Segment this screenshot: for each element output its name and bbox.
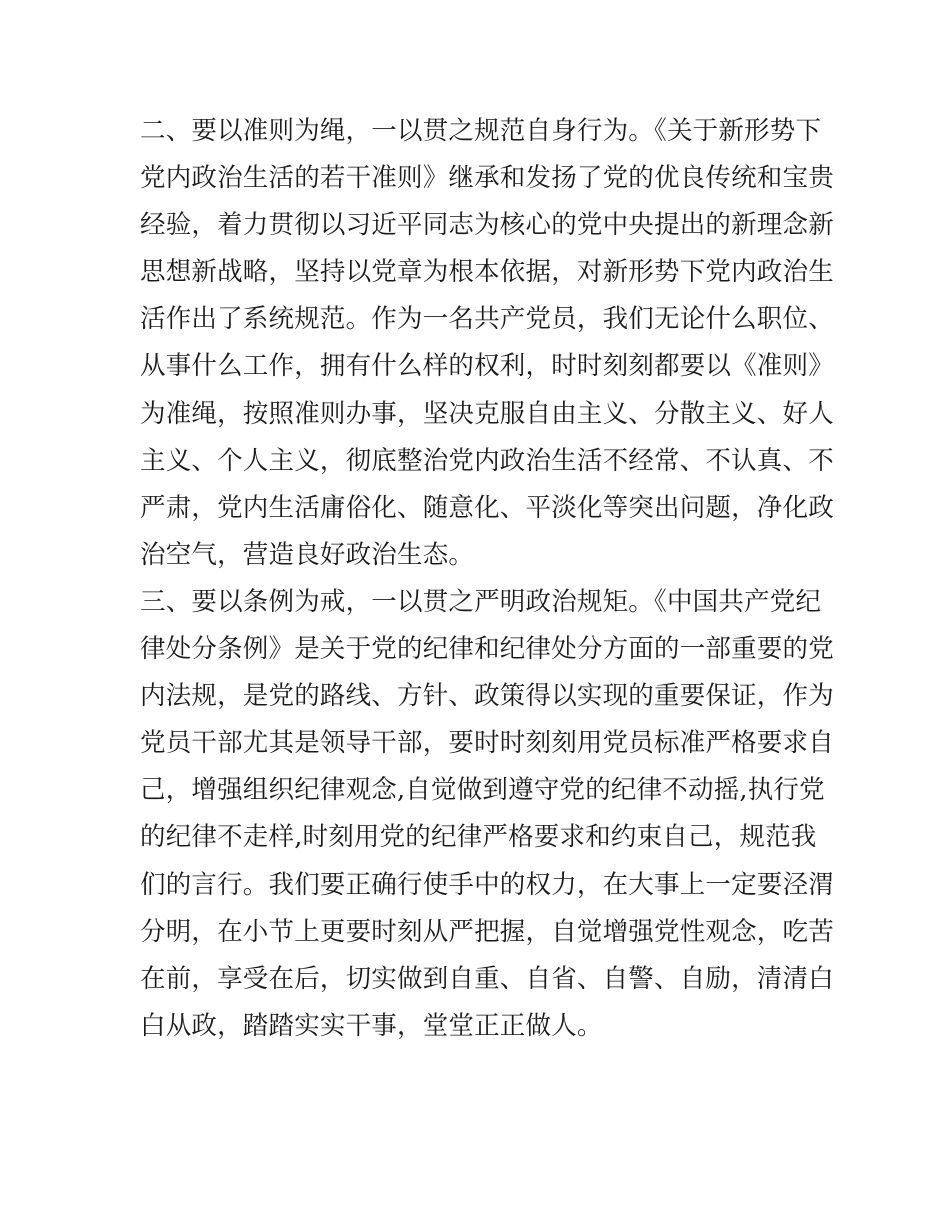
paragraph-section-three — [140, 579, 840, 1050]
text-line: 二、要以准则为绳，一以贯之规范自身行为。《关于新形势下 — [140, 116, 822, 146]
text-line: 己，增强组织纪律观念,自觉做到遵守党的纪律不动摇,执行党 — [140, 775, 825, 806]
text-line: 内法规，是党的路线、方针、政策得以实现的重要保证，作为 — [140, 681, 834, 712]
paragraph-section-two — [140, 108, 840, 579]
text-line: 主义、个人主义，彻底整治党内政治生活不经常、不认真、不 — [140, 445, 834, 476]
text-line: 经验，着力贯彻以习近平同志为核心的党中央提出的新理念新 — [140, 210, 834, 241]
text-line: 白从政，踏踏实实干事，堂堂正正做人。 — [140, 1010, 603, 1041]
text-line: 严肃，党内生活庸俗化、随意化、平淡化等突出问题，净化政 — [140, 492, 834, 523]
text-line: 活作出了系统规范。作为一名共产党员，我们无论什么职位、 — [140, 304, 834, 335]
text-line: 们的言行。我们要正确行使手中的权力，在大事上一定要泾渭 — [140, 869, 834, 900]
text-line: 在前，享受在后，切实做到自重、自省、自警、自励，清清白 — [140, 963, 834, 994]
text-line: 党内政治生活的若干准则》继承和发扬了党的优良传统和宝贵 — [140, 163, 834, 194]
text-line: 三、要以条例为戒，一以贯之严明政治规矩。《中国共产党纪 — [140, 586, 822, 617]
text-line: 从事什么工作，拥有什么样的权利，时时刻刻都要以《准则》 — [140, 351, 834, 382]
text-line: 分明，在小节上更要时刻从严把握，自觉增强党性观念，吃苦 — [140, 916, 834, 947]
text-line: 治空气，营造良好政治生态。 — [140, 539, 475, 570]
text-line: 为准绳，按照准则办事，坚决克服自由主义、分散主义、好人 — [140, 398, 834, 429]
text-line: 党员干部尤其是领导干部，要时时刻刻用党员标准严格要求自 — [140, 728, 834, 759]
text-line: 思想新战略，坚持以党章为根本依据，对新形势下党内政治生 — [140, 257, 834, 288]
text-line: 的纪律不走样,时刻用党的纪律严格要求和约束自己，规范我 — [140, 822, 817, 853]
document-body — [140, 108, 840, 1050]
text-line: 律处分条例》是关于党的纪律和纪律处分方面的一部重要的党 — [140, 634, 834, 665]
